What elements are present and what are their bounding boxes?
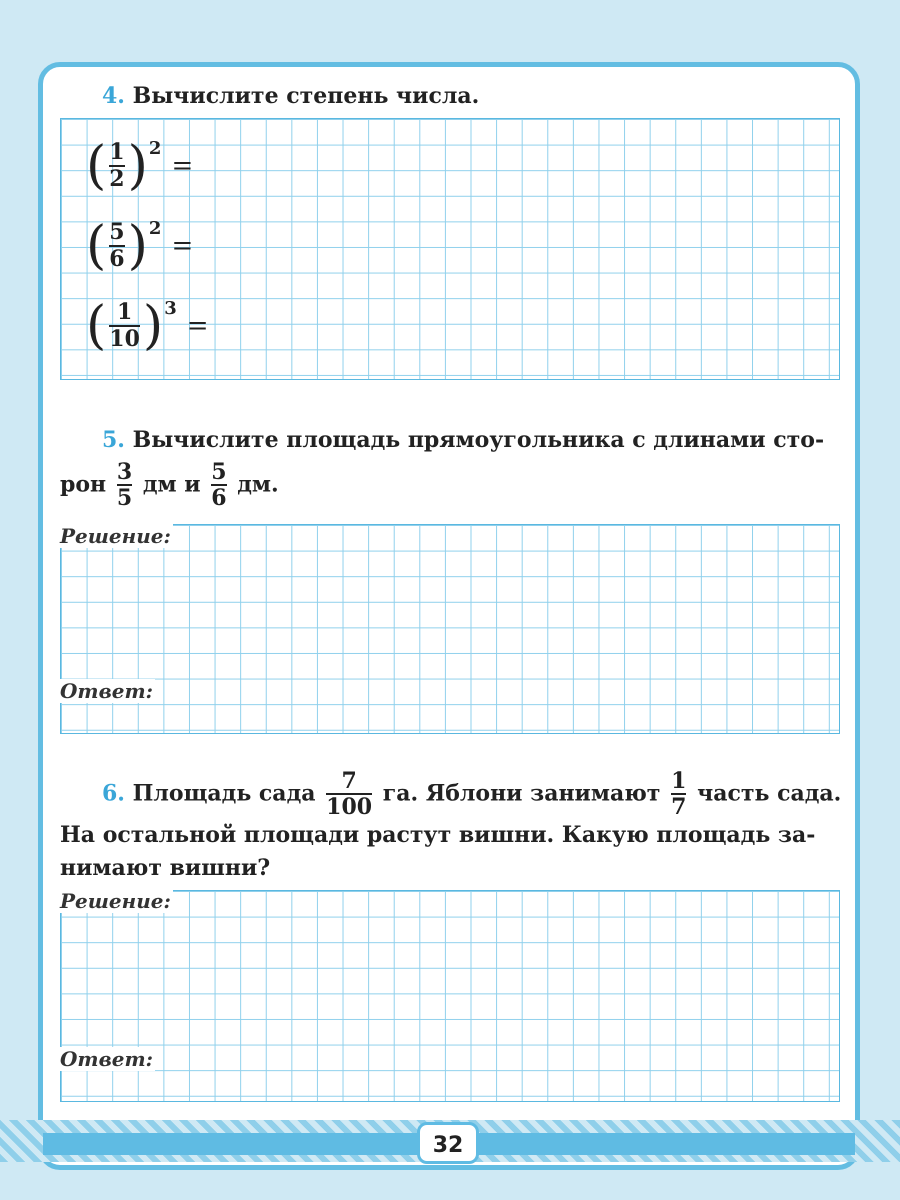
task-6-line-2: На остальной площади растут вишни. Какую площадь за- <box>60 822 816 849</box>
fraction-3-5 <box>116 458 133 511</box>
solution-label: Решение: <box>60 524 171 548</box>
fraction-denominator: 6 <box>211 484 227 511</box>
task-6-text: га. Яблони занимают <box>382 780 661 807</box>
task-6-number: 6. <box>102 780 125 807</box>
power-expression-3: ( $\frac{1}{10}$ ) 3 = <box>86 296 209 356</box>
equals-sign: = <box>186 311 209 341</box>
fraction-7-100 <box>326 770 372 819</box>
task-5-statement <box>60 426 850 510</box>
fraction-numerator: 7 <box>341 768 357 794</box>
exponent: 2 <box>148 218 162 239</box>
fraction-denominator: 7 <box>671 794 687 821</box>
fraction-numerator: 5 <box>109 219 125 246</box>
fraction-numerator: 3 <box>116 458 133 485</box>
fraction-numerator: 1 <box>671 768 687 794</box>
fraction-denominator: 5 <box>116 484 133 511</box>
equals-sign: = <box>171 231 194 261</box>
answer-label: Ответ: <box>60 1047 153 1071</box>
task-4-number: 4. <box>102 83 125 109</box>
fraction-numerator: 1 <box>116 299 133 326</box>
fraction-denominator: 6 <box>109 245 125 272</box>
power-expression-1: ( $\frac{1}{2}$ ) 2 = <box>86 136 194 196</box>
task-5-text: дм и <box>142 471 201 498</box>
fraction-numerator: 1 <box>109 139 125 166</box>
fraction-numerator: 5 <box>211 458 227 485</box>
task-4-text: Вычислите степень числа. <box>132 83 480 109</box>
fraction-denominator: 10 <box>109 325 140 352</box>
task-5-text: дм. <box>237 471 279 498</box>
task-6-solution-grid[interactable] <box>60 890 840 1102</box>
exponent: 3 <box>164 298 177 319</box>
task-6-line-3: нимают вишни? <box>60 854 271 881</box>
task-5-number: 5. <box>102 427 125 453</box>
fraction-denominator: 100 <box>326 794 373 821</box>
task-6-text: часть сада. <box>697 780 842 807</box>
fraction-1-7 <box>671 770 686 819</box>
task-5-text: рон <box>60 471 107 498</box>
task-4-heading <box>102 82 479 111</box>
task-6-statement <box>60 770 850 882</box>
task-5-line-1: Вычислите площадь прямоугольника с длинами сто- <box>132 427 825 453</box>
solution-label: Решение: <box>60 889 171 913</box>
page-number: 32 <box>417 1122 479 1164</box>
power-expression-2: ( $\frac{5}{6}$ ) 2 = <box>86 216 194 276</box>
fraction-denominator: 2 <box>109 165 125 192</box>
equals-sign: = <box>171 151 194 181</box>
task-5-solution-grid[interactable] <box>60 524 840 734</box>
answer-label: Ответ: <box>60 679 153 703</box>
fraction-5-6 <box>211 458 227 511</box>
task-6-text: Площадь сада <box>132 780 316 807</box>
exponent: 2 <box>148 138 162 159</box>
